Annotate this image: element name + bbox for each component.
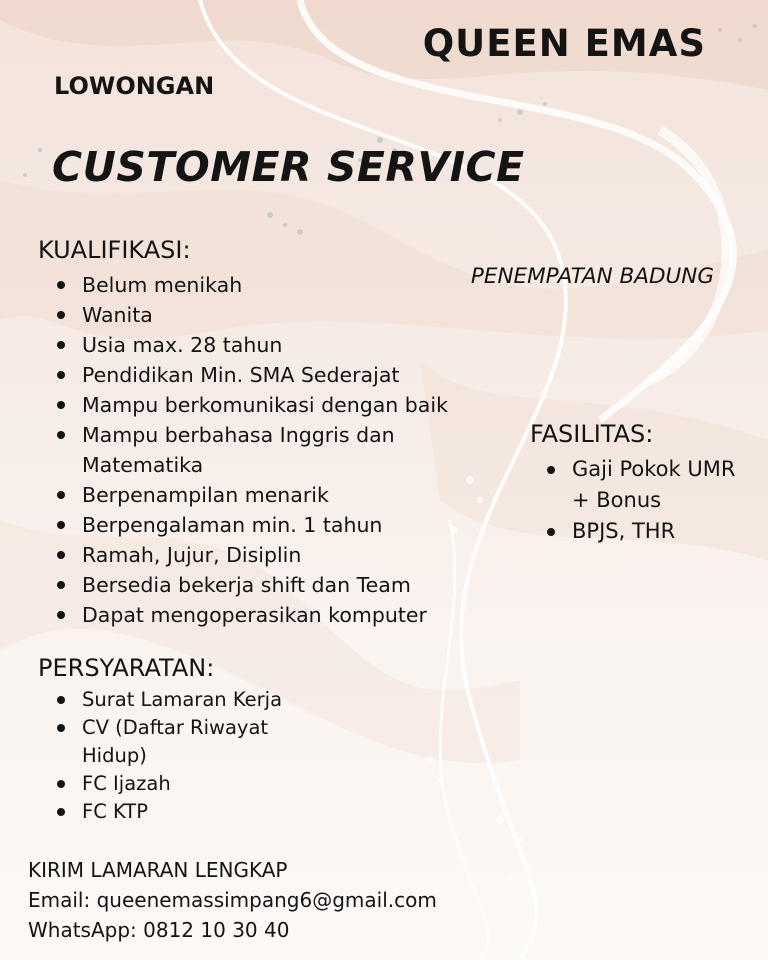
list-item: Gaji Pokok UMR + Bonus	[544, 454, 744, 516]
list-item: Bersedia bekerja shift dan Team	[54, 570, 514, 600]
list-item: BPJS, THR	[544, 516, 744, 547]
facilities-heading: FASILITAS:	[530, 420, 654, 448]
requirements-heading: PERSYARATAN:	[38, 654, 215, 682]
list-item: FC KTP	[54, 798, 314, 826]
list-item: FC Ijazah	[54, 770, 314, 798]
contact-block	[28, 855, 437, 945]
list-item: Berpengalaman min. 1 tahun	[54, 510, 514, 540]
list-item: CV (Daftar Riwayat Hidup)	[54, 714, 282, 770]
facilities-list	[544, 454, 744, 547]
contact-email: Email: queenemassimpang6@gmail.com	[28, 888, 437, 912]
list-item: Berpenampilan menarik	[54, 480, 514, 510]
list-item: Belum menikah	[54, 270, 514, 300]
position-title: CUSTOMER SERVICE	[52, 143, 525, 191]
contact-whatsapp: WhatsApp: 0812 10 30 40	[28, 918, 290, 942]
list-item: Dapat mengoperasikan komputer	[54, 600, 514, 630]
list-item: Wanita	[54, 300, 514, 330]
qualifications-list	[54, 270, 514, 630]
company-name: QUEEN EMAS	[422, 22, 706, 65]
vacancy-label: LOWONGAN	[54, 72, 215, 100]
requirements-list	[54, 686, 314, 826]
contact-heading: KIRIM LAMARAN LENGKAP	[28, 858, 288, 882]
list-item: Ramah, Jujur, Disiplin	[54, 540, 514, 570]
qualifications-heading: KUALIFIKASI:	[38, 236, 191, 264]
list-item: Pendidikan Min. SMA Sederajat	[54, 360, 514, 390]
list-item: Mampu berkomunikasi dengan baik	[54, 390, 514, 420]
list-item: Usia max. 28 tahun	[54, 330, 514, 360]
placement-location: PENEMPATAN BADUNG	[470, 264, 714, 289]
list-item: Mampu berbahasa Inggris dan Matematika	[54, 420, 462, 480]
list-item: Surat Lamaran Kerja	[54, 686, 314, 714]
